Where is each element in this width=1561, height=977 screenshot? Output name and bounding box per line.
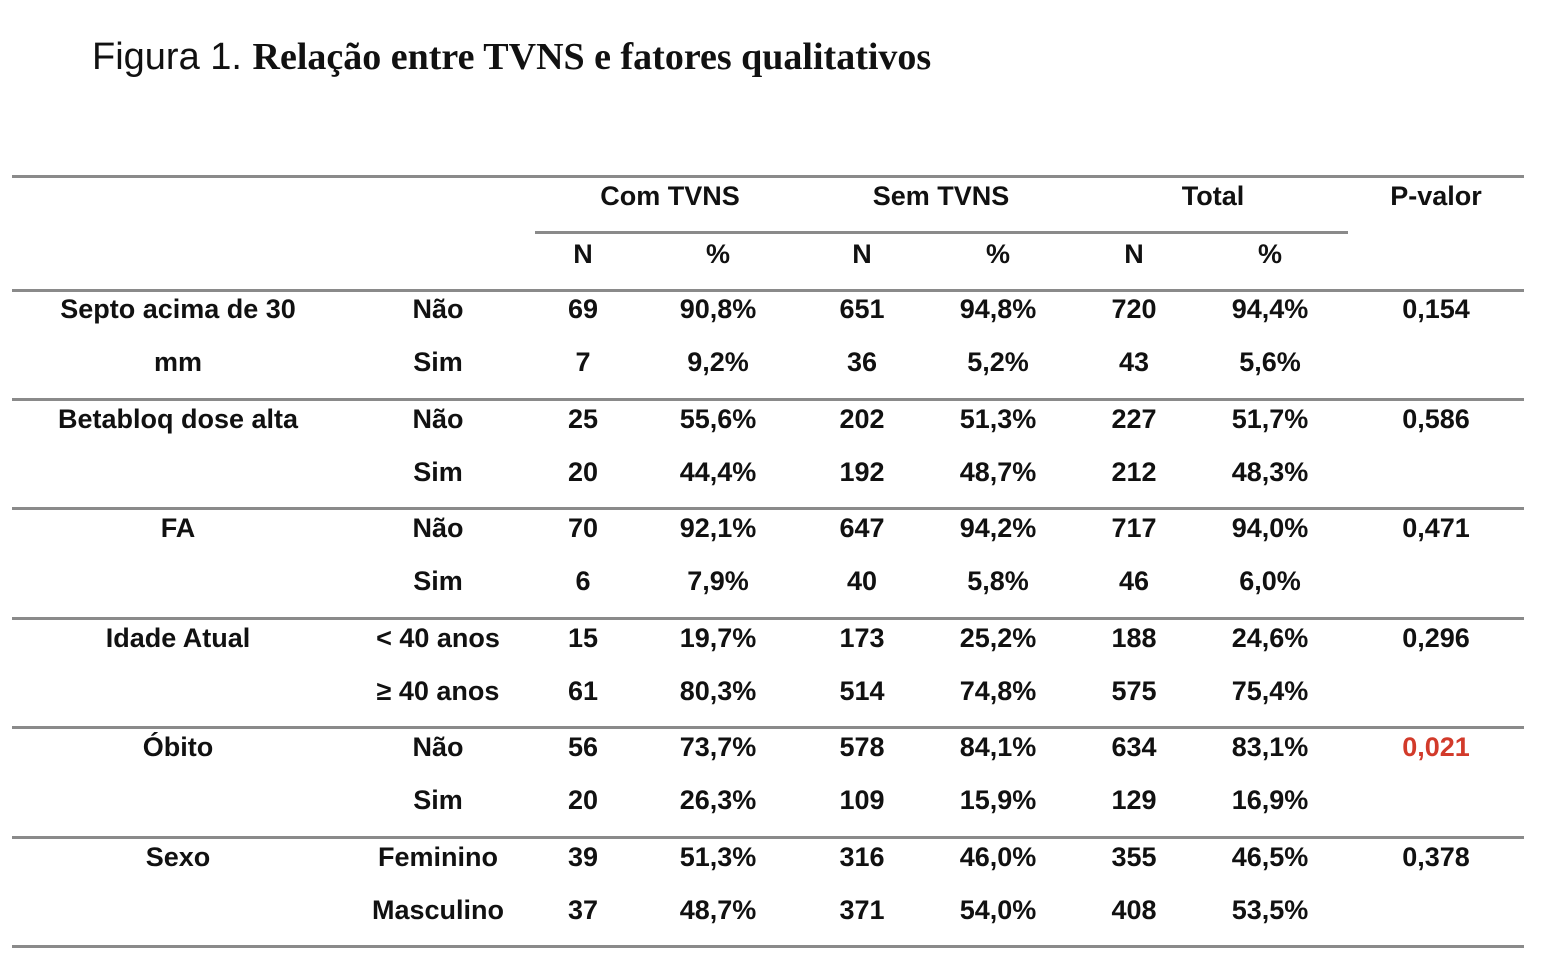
table-cell: 44,4% xyxy=(679,457,757,487)
table-cell: 6 xyxy=(575,566,591,596)
table-cell: 9,2% xyxy=(687,347,749,377)
table-cell: 634 xyxy=(1111,732,1157,762)
table-cell: 227 xyxy=(1111,404,1157,434)
table-cell: 94,0% xyxy=(1231,513,1309,543)
table-top-rule xyxy=(12,175,1524,178)
table-cell: 48,7% xyxy=(679,895,757,925)
subcolumn-header: N xyxy=(852,239,872,269)
p-value: 0,471 xyxy=(1402,513,1470,543)
table-cell: 7,9% xyxy=(687,566,749,596)
level-label: Não xyxy=(412,294,464,324)
level-label: Sim xyxy=(413,785,463,815)
factor-label: Septo acima de 30 xyxy=(60,294,296,324)
table-cell: 192 xyxy=(839,457,885,487)
table-cell: 575 xyxy=(1111,676,1157,706)
level-label: Não xyxy=(412,732,464,762)
row-separator xyxy=(12,836,1524,839)
table-cell: 39 xyxy=(567,842,599,872)
level-label: Sim xyxy=(413,457,463,487)
table-cell: 20 xyxy=(567,785,599,815)
table-cell: 70 xyxy=(567,513,599,543)
table-cell: 6,0% xyxy=(1239,566,1301,596)
table-cell: 5,8% xyxy=(967,566,1029,596)
row-separator xyxy=(12,726,1524,729)
table-cell: 94,2% xyxy=(959,513,1037,543)
table-cell: 5,2% xyxy=(967,347,1029,377)
table-cell: 94,4% xyxy=(1231,294,1309,324)
factor-label: Sexo xyxy=(145,842,211,872)
table-cell: 15,9% xyxy=(959,785,1037,815)
table-cell: 83,1% xyxy=(1231,732,1309,762)
figure-label: Figura 1. xyxy=(92,36,242,78)
level-label: ≥ 40 anos xyxy=(376,676,500,706)
p-value: 0,154 xyxy=(1402,294,1470,324)
level-label: Feminino xyxy=(378,842,498,872)
table-cell: 53,5% xyxy=(1231,895,1309,925)
level-label: Masculino xyxy=(371,895,505,925)
subcolumn-header: % xyxy=(985,239,1011,269)
table-cell: 514 xyxy=(839,676,885,706)
table-cell: 48,3% xyxy=(1231,457,1309,487)
factor-label: Betabloq dose alta xyxy=(57,404,299,434)
subcolumn-header: N xyxy=(1124,239,1144,269)
table-cell: 37 xyxy=(567,895,599,925)
row-separator xyxy=(12,617,1524,620)
table-bottom-rule xyxy=(12,945,1524,948)
table-cell: 51,3% xyxy=(679,842,757,872)
table-cell: 15 xyxy=(567,623,599,653)
table-cell: 94,8% xyxy=(959,294,1037,324)
table-cell: 129 xyxy=(1111,785,1157,815)
table-cell: 75,4% xyxy=(1231,676,1309,706)
factor-label-continued: mm xyxy=(153,347,203,377)
p-value: 0,586 xyxy=(1402,404,1470,434)
table-cell: 25,2% xyxy=(959,623,1037,653)
table-cell: 51,3% xyxy=(959,404,1037,434)
table-cell: 26,3% xyxy=(679,785,757,815)
factor-label: Óbito xyxy=(142,732,214,762)
table-cell: 80,3% xyxy=(679,676,757,706)
table-cell: 90,8% xyxy=(679,294,757,324)
table-cell: 46,5% xyxy=(1231,842,1309,872)
table-cell: 46 xyxy=(1118,566,1150,596)
table-cell: 92,1% xyxy=(679,513,757,543)
group-header-2: Sem TVNS xyxy=(872,181,1010,211)
table-cell: 24,6% xyxy=(1231,623,1309,653)
table-cell: 717 xyxy=(1111,513,1157,543)
table-cell: 43 xyxy=(1118,347,1150,377)
table-cell: 16,9% xyxy=(1231,785,1309,815)
p-value: 0,296 xyxy=(1402,623,1470,653)
table-cell: 61 xyxy=(567,676,599,706)
table-cell: 371 xyxy=(839,895,885,925)
table-cell: 20 xyxy=(567,457,599,487)
factor-label: Idade Atual xyxy=(105,623,251,653)
table-cell: 109 xyxy=(839,785,885,815)
table-cell: 55,6% xyxy=(679,404,757,434)
table-cell: 69 xyxy=(567,294,599,324)
p-value: 0,378 xyxy=(1402,842,1470,872)
table-cell: 74,8% xyxy=(959,676,1037,706)
table-cell: 73,7% xyxy=(679,732,757,762)
table-cell: 84,1% xyxy=(959,732,1037,762)
p-value: 0,021 xyxy=(1402,732,1470,762)
level-label: Não xyxy=(412,404,464,434)
figure-caption: Relação entre TVNS e fatores qualitativos xyxy=(252,36,932,78)
table-cell: 202 xyxy=(839,404,885,434)
group-header-3: Total xyxy=(1181,181,1245,211)
table-cell: 408 xyxy=(1111,895,1157,925)
level-label: Não xyxy=(412,513,464,543)
table-cell: 355 xyxy=(1111,842,1157,872)
pvalue-header: P-valor xyxy=(1390,181,1482,211)
table-cell: 212 xyxy=(1111,457,1157,487)
table-cell: 46,0% xyxy=(959,842,1037,872)
table-cell: 647 xyxy=(839,513,885,543)
group-header-1: Com TVNS xyxy=(600,181,740,211)
table-cell: 5,6% xyxy=(1239,347,1301,377)
table-cell: 56 xyxy=(567,732,599,762)
subcolumn-header: % xyxy=(705,239,731,269)
table-cell: 316 xyxy=(839,842,885,872)
table-cell: 19,7% xyxy=(679,623,757,653)
row-separator xyxy=(12,398,1524,401)
table-cell: 36 xyxy=(846,347,878,377)
level-label: Sim xyxy=(413,566,463,596)
level-label: < 40 anos xyxy=(376,623,500,653)
table-cell: 54,0% xyxy=(959,895,1037,925)
table-cell: 48,7% xyxy=(959,457,1037,487)
header-bottom-rule xyxy=(12,289,1524,292)
table-cell: 720 xyxy=(1111,294,1157,324)
table-cell: 40 xyxy=(846,566,878,596)
table-cell: 578 xyxy=(839,732,885,762)
table-cell: 173 xyxy=(839,623,885,653)
subcolumn-header: N xyxy=(573,239,593,269)
table-cell: 51,7% xyxy=(1231,404,1309,434)
table-cell: 651 xyxy=(839,294,885,324)
table-cell: 188 xyxy=(1111,623,1157,653)
row-separator xyxy=(12,507,1524,510)
group-header-rule xyxy=(535,231,1348,234)
subcolumn-header: % xyxy=(1257,239,1283,269)
factor-label: FA xyxy=(160,513,196,543)
table-cell: 7 xyxy=(575,347,591,377)
table-cell: 25 xyxy=(567,404,599,434)
level-label: Sim xyxy=(413,347,463,377)
